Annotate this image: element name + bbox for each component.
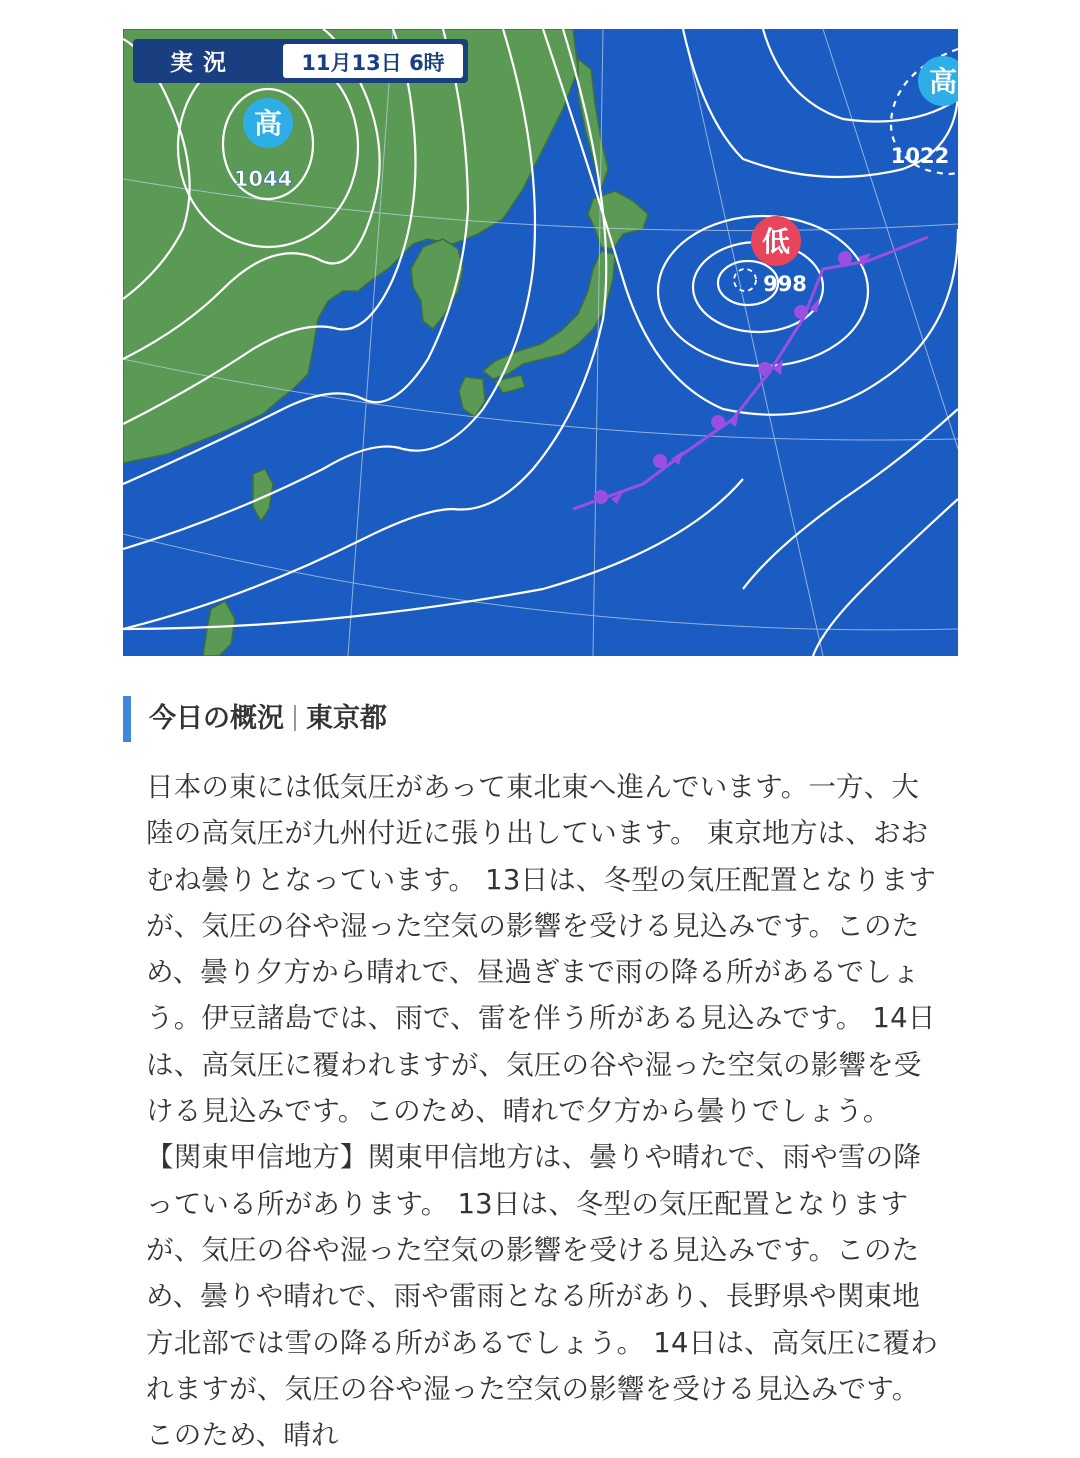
high-east-pressure: 1022 [890, 144, 950, 168]
high-west-pressure: 1044 [233, 167, 293, 191]
overview-title-row [149, 700, 387, 738]
badge-date: 11月13日 6時 [301, 51, 445, 75]
overview-title: 今日の概況 [149, 703, 284, 734]
low-symbol: 低 [761, 225, 791, 258]
overview-header [123, 696, 958, 742]
low-pressure: 998 [763, 272, 807, 296]
overview-region: 東京都 [306, 703, 387, 734]
accent-bar [123, 696, 131, 742]
title-divider [294, 705, 296, 731]
high-west-symbol: 高 [253, 107, 283, 140]
weather-map-svg [123, 29, 958, 656]
high-east-symbol: 高 [928, 65, 958, 98]
date-badge [133, 39, 468, 83]
weather-map [123, 29, 958, 656]
overview-text: 日本の東には低気圧があって東北東へ進んでいます。一方、大陸の高気圧が九州付近に張り出しています。 東京地方は、おおむね曇りとなっています。 13日は、冬型の気圧配置となりますが、気圧の谷や湿った空気の影響を受ける見込みです。このため、曇り夕方から晴れで、昼過ぎまで雨の降る所があるでしょう。伊豆諸島では、雨で、雷を伴う所がある見込みです。 14日は、高気圧に覆われますが、気圧の谷や湿った空気の影響を受ける見込みです。このため、晴れで夕方から曇りでしょう。 【関東甲信地方】関東甲信地方は、曇りや晴れで、雨や雪の降っている所があります。 13日は、冬型の気圧配置となりますが、気圧の谷や湿った空気の影響を受ける見込みです。このため、曇りや晴れで、雨や雷雨となる所があり、長野県や関東地方北部では雪の降る所があるでしょう。 14日は、高気圧に覆われますが、気圧の谷や湿った空気の影響を受ける見込みです。このため、晴れ [146, 771, 938, 1452]
badge-label: 実況 [170, 50, 236, 76]
